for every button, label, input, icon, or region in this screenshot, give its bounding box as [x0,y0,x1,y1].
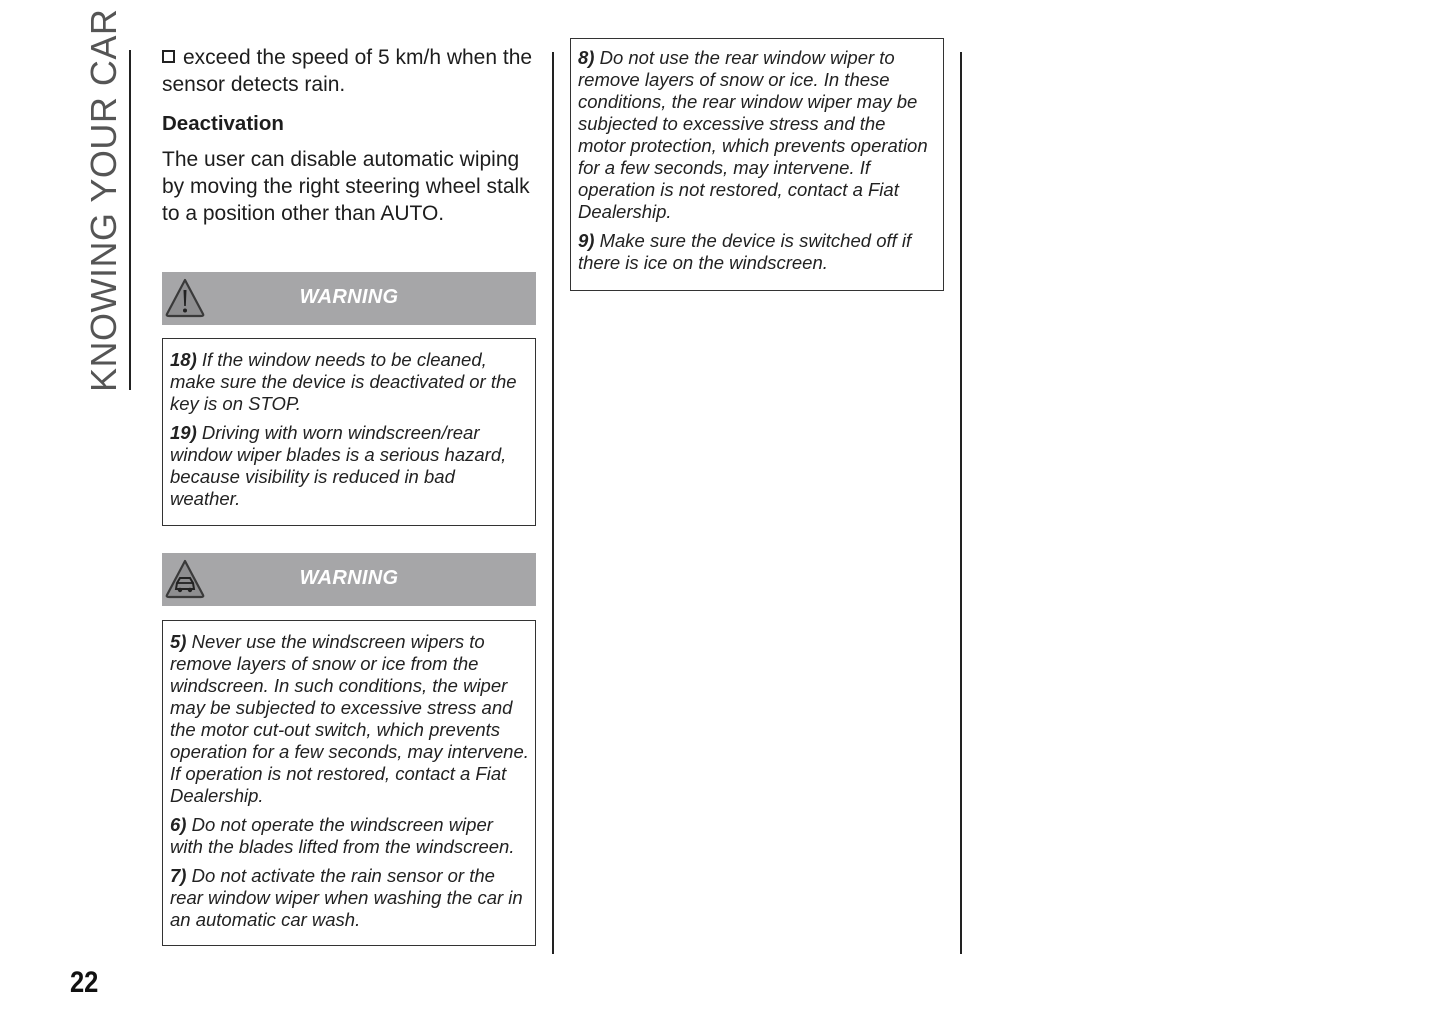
note-text: Do not use the rear window wiper to remove layers of snow or ice. In these conditions, the rear window wiper may be subjected to excessive stress and the motor protection, which prevents operation for a few seconds, may intervene. If operation is not restored, contact a Fiat Dealership. [578,47,928,222]
note-text: If the window needs to be cleaned, make sure the device is deactivated or the key is on STOP. [170,349,517,414]
warning-notes-box-2 [162,620,536,946]
notes-box-column-2 [570,38,944,291]
note-number: 18) [170,349,197,370]
warning-label-1: WARNING [299,286,399,308]
warning-banner-2 [162,553,536,606]
note-text: Do not activate the rain sensor or the rear window wiper when washing the car in an automatic car wash. [170,865,523,930]
note-text: Make sure the device is switched off if there is ice on the windscreen. [578,230,912,273]
bullet-text: exceed the speed of 5 km/h when the sensor detects rain. [162,46,533,96]
column-divider-2 [960,52,962,954]
column-1-text [162,44,536,227]
note-5 [170,631,529,807]
warning-label-2: WARNING [299,567,399,589]
note-number: 8) [578,47,595,68]
note-number: 5) [170,631,187,652]
note-6 [170,814,529,858]
note-7 [170,865,529,931]
section-title-rule [129,50,131,390]
note-8 [578,47,937,223]
note-text: Do not operate the windscreen wiper with the blades lifted from the windscreen. [170,814,515,857]
note-19 [170,422,529,510]
section-title: KNOWING YOUR CAR [83,8,124,392]
column-divider-1 [552,52,554,954]
deactivation-heading: Deactivation [162,112,284,135]
warning-notes-box-1 [162,338,536,526]
note-text: Driving with worn windscreen/rear window wiper blades is a serious hazard, because visibility is reduced in bad weather. [170,422,507,509]
note-number: 7) [170,865,187,886]
note-text: Never use the windscreen wipers to remove layers of snow or ice from the windscreen. In such conditions, the wiper may be subjected to excessive stress and the motor cut-out switch, which prevents operation for a few seconds, may intervene. If operation is not restored, contact a Fiat Dealership. [170,631,529,806]
page-number: 22 [70,966,99,999]
note-18 [170,349,529,415]
checkbox-bullet-icon [162,50,175,63]
warning-banner-1 [162,272,536,325]
deactivation-paragraph: The user can disable automatic wiping by moving the right steering wheel stalk to a position other than AUTO. [162,148,530,225]
note-number: 6) [170,814,187,835]
bullet-item [162,44,536,98]
note-number: 9) [578,230,595,251]
note-number: 19) [170,422,197,443]
note-9 [578,230,937,274]
